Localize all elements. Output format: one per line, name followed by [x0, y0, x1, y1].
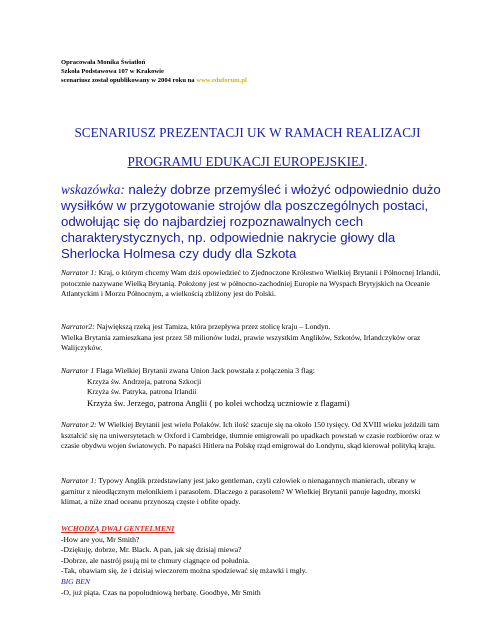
- document-header: [61, 58, 247, 86]
- paragraph-text: Flaga Wielkiej Brytanii zwana Union Jack powstała z połączenia 3 flag:: [96, 366, 315, 375]
- title-line-1: SCENARIUSZ PREZENTACJI UK W RAMACH REALIZACJI: [74, 125, 421, 140]
- title-line-2-text: PROGRAMU EDUKACJI EUROPEJSKIEJ: [127, 154, 365, 169]
- cross-item-3: Krzyża św. Jerzego, patrona Anglii ( po kolei wchodzą uczniowie z flagami): [87, 397, 350, 408]
- narrator-paragraph-1: [61, 268, 441, 300]
- dialogue-line: -O, już piąta. Czas na popołudniową herbatę. Goodbye, Mr Smith: [61, 587, 261, 597]
- dialogue-line: -Dobrze, ale nastrój psują mi te chmury ciągnące od południa.: [61, 555, 250, 565]
- tip-text: należy dobrze przemyśleć i włożyć odpowiednio dużo wysiłków w przygotowanie strojów dla poszczególnych postaci, odwołując się do najbardziej rozpoznawalnych cech charakterystycznych, np. odpowiednie nakrycie głowy dla Sherlocka Holmesa czy dudy dla Szkota: [61, 182, 441, 261]
- published-line: [61, 76, 247, 85]
- dialogue-line: -Dziękuję, dobrze, Mr. Black. A pan, jak się dzisiaj miewa?: [61, 545, 242, 555]
- dialogue-line: -Tak, obawiam się, że i dzisiaj wieczorem można spodziewać się mżawki i mgły.: [61, 566, 307, 576]
- dialogue-line: -How are you, Mr Smith?: [61, 534, 140, 544]
- author-line: Opracowała Monika Światłoń: [61, 59, 146, 66]
- narrator-paragraph-5: [61, 476, 441, 508]
- speaker-label: Narrator 1: [61, 366, 95, 375]
- paragraph-text: Typowy Anglik przedstawiany jest jako gentleman, czyli człowiek o nienagannych manierach, ubrany w garnitur z nieodłącznym melonikiem i parasolem. Dlaczego z parasolem? W Wielkiej Brytanii panuje łagodny, morski klimat, a niże znad oceanu przynoszą częste i obfite opady.: [61, 476, 421, 507]
- title-line-2: [0, 154, 495, 170]
- school-line: Szkoła Podstawowa 107 w Krakowie: [61, 68, 164, 76]
- narrator-paragraph-2: [61, 322, 441, 354]
- narrator-paragraph-3: [61, 366, 441, 408]
- paragraph-text-2: Wielka Brytania zamieszkana jest przez 58 milionów ludzi, prawie wszystkim Anglików, Szkotów, Irlandczyków oraz Walijczyków.: [61, 332, 421, 353]
- speaker-label: Narrator2:: [61, 322, 95, 331]
- stage-cue: BIG BEN: [61, 576, 90, 586]
- cross-item-2: Krzyża św. Patryka, patrona Irlandii: [87, 387, 197, 397]
- paragraph-text: Kraj, o którym chcemy Wam dziś opowiedzieć to Zjednoczone Królestwo Wielkiej Brytanii i Północnej Irlandii, potocznie nazywane Wielką Brytanią. Położony jest w północno-zachodniej Europie na Wyspach Brytyjskich na Oceanie Atlantyckim i Morzu Północnym, a wielkością zbliżony jest do Polski.: [61, 268, 441, 299]
- published-text: scenariusz został opublikowany w 2004 roku na: [61, 77, 195, 85]
- site-link[interactable]: www.eduforum.pl: [196, 77, 247, 85]
- title-line-2-end: .: [364, 154, 368, 169]
- tip-label: wskazówka:: [61, 182, 125, 197]
- scene-heading: WCHODZĄ DWAJ GENTELMENI: [61, 524, 175, 533]
- speaker-label: Narrator 2:: [61, 420, 97, 429]
- speaker-label: Narrator 1:: [61, 268, 97, 277]
- cross-item-1: Krzyża św. Andrzeja, patrona Szkocji: [87, 376, 202, 386]
- tip-paragraph: [61, 182, 441, 262]
- scene-dialogue: [61, 524, 441, 598]
- paragraph-text: Największą rzeką jest Tamiza, która przepływa przez stolicę kraju – Londyn.: [96, 322, 331, 331]
- paragraph-text: W Wielkiej Brytanii jest wielu Polaków. Ich ilość szacuje się na około 150 tysięcy. Od XVIII wieku jeździli tam kształcić się na uniwersytetach w Oxford i Cambridge, tłumnie emigrowali po upadkach powstań w czasie rozbiorów oraz w czasie obydwu wojen światowych. Po napaści Hitlera na Polskę rząd emigrował do Londynu, skąd kierował polityką kraju.: [61, 420, 441, 451]
- speaker-label: Narrator 1:: [61, 476, 97, 485]
- paragraph-line: [61, 322, 441, 333]
- narrator-paragraph-4: [61, 420, 441, 452]
- paragraph-line: [61, 366, 441, 377]
